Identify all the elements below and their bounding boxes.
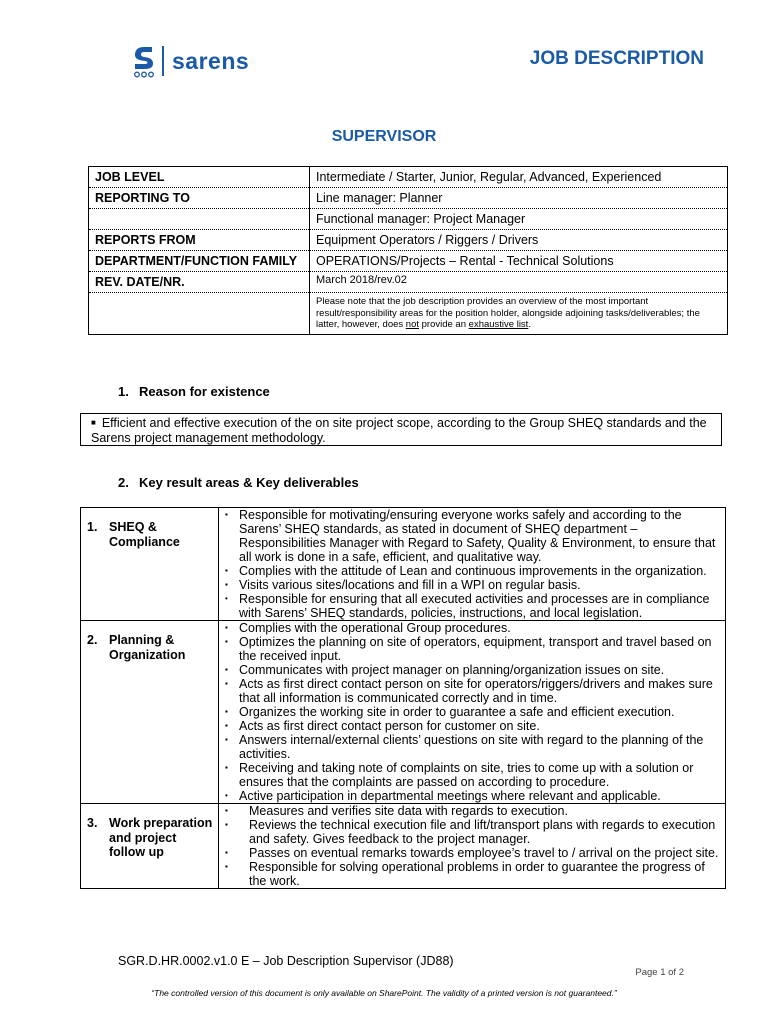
table-row (81, 621, 726, 804)
list-item (223, 719, 721, 733)
info-key: REPORTING TO (89, 188, 310, 209)
area-number: 3. (87, 816, 98, 830)
bullet-icon: ▪ (225, 679, 228, 688)
deliverable-text: Answers internal/external clients’ questions on site with regard to the planning of the activities. (239, 733, 704, 761)
info-key-empty (89, 293, 310, 335)
list-item (223, 508, 721, 564)
list-item (223, 804, 721, 818)
info-value: Line manager: Planner (310, 188, 728, 209)
bullet-icon: ▪ (225, 721, 228, 730)
deliverable-text: Organizes the working site in order to guarantee a safe and efficient execution. (239, 705, 675, 719)
note-text: . (528, 319, 531, 330)
deliverable-text: Measures and verifies site data with regards to execution. (249, 804, 568, 818)
bullet-icon: ▪ (225, 862, 228, 871)
area-name: Work preparation and project follow up (109, 816, 213, 859)
area-label (81, 804, 219, 889)
bullet-icon: ▪ (225, 580, 228, 589)
document-code: SGR.D.HR.0002.v1.0 E – Job Description Supervisor (JD88) (118, 954, 454, 968)
area-label (81, 621, 219, 804)
bullet-icon: ▪ (225, 707, 228, 716)
area-label (81, 508, 219, 621)
bullet-icon: ▪ (225, 806, 228, 815)
info-key (89, 209, 310, 230)
list-item (223, 789, 721, 803)
deliverable-text: Responsible for motivating/ensuring everyone works safely and according to the Sarens’ SHEQ standards, as stated in document of SHEQ department – Responsibilities Manager with Regard to Safety, Quality & Environment, to ensure that all work is done in a safe, efficient, and qualitative way. (239, 508, 716, 564)
deliverable-text: Reviews the technical execution file and lift/transport plans with regards to execution and safety. Gives feedback to the project manager. (249, 818, 716, 846)
logo-divider (162, 46, 164, 76)
info-key: REV. DATE/NR. (89, 272, 310, 293)
bullet-icon: ▪ (225, 637, 228, 646)
reason-text: Efficient and effective execution of the on site project scope, according to the Group SHEQ standards and the Sarens project management methodology. (91, 416, 707, 445)
info-key: DEPARTMENT/FUNCTION FAMILY (89, 251, 310, 272)
area-name: Planning & Organization (109, 633, 186, 662)
list-item (223, 705, 721, 719)
list-item (223, 846, 721, 860)
note-text: provide an (419, 319, 469, 330)
deliverable-text: Communicates with project manager on planning/organization issues on site. (239, 663, 665, 677)
list-item (223, 635, 721, 663)
table-row (89, 209, 728, 230)
area-deliverables (219, 621, 726, 804)
deliverable-text: Optimizes the planning on site of operators, equipment, transport and travel based on the received input. (239, 635, 712, 663)
deliverable-text: Active participation in departmental meetings where relevant and applicable. (239, 789, 661, 803)
list-item (223, 860, 721, 888)
info-key: REPORTS FROM (89, 230, 310, 251)
area-number: 2. (87, 633, 98, 647)
table-row (81, 804, 726, 889)
list-item (223, 818, 721, 846)
section-number: 1. (118, 384, 129, 399)
bullet-icon: ▪ (225, 665, 228, 674)
area-number: 1. (87, 520, 98, 534)
info-value: Equipment Operators / Riggers / Drivers (310, 230, 728, 251)
deliverable-text: Receiving and taking note of complaints on site, tries to come up with a solution or ensures that the complaints are passed on according to procedure. (239, 761, 694, 789)
table-row (89, 230, 728, 251)
bullet-icon: ▪ (225, 820, 228, 829)
table-row (89, 251, 728, 272)
job-info-table (88, 166, 728, 335)
page-number: Page 1 of 2 (635, 967, 684, 978)
info-value: OPERATIONS/Projects – Rental - Technical Solutions (310, 251, 728, 272)
key-result-areas-table (80, 507, 726, 889)
bullet-icon: ▪ (225, 763, 228, 772)
company-logo (132, 44, 249, 78)
logo-wordmark: sarens (172, 47, 250, 74)
reason-box (80, 413, 722, 446)
table-row (81, 508, 726, 621)
list-item (223, 733, 721, 761)
info-key: JOB LEVEL (89, 167, 310, 188)
bullet-icon: ▪ (225, 848, 228, 857)
list-item (223, 677, 721, 705)
section-title: Reason for existence (139, 384, 270, 399)
bullet-icon: ▪ (225, 566, 228, 575)
list-item (223, 564, 721, 578)
role-title: SUPERVISOR (331, 128, 437, 145)
section-number: 2. (118, 475, 129, 490)
note-emphasis: not (405, 319, 419, 330)
bullet-icon: ■ (91, 418, 96, 427)
deliverable-text: Responsible for ensuring that all executed activities and processes are in compliance with Sarens’ SHEQ standards, policies, instructions, and local legislation. (239, 592, 710, 620)
info-value: March 2018/rev.02 (310, 272, 728, 293)
deliverable-text: Responsible for solving operational problems in order to guarantee the progress of the work. (249, 860, 705, 888)
area-name: SHEQ & Compliance (109, 520, 180, 549)
deliverable-text: Passes on eventual remarks towards employee’s travel to / arrival on the project site. (249, 846, 719, 860)
section-title: Key result areas & Key deliverables (139, 475, 359, 490)
section-heading-kra (118, 475, 359, 490)
document-type-title: JOB DESCRIPTION (529, 48, 704, 69)
bullet-icon: ▪ (225, 623, 228, 632)
list-item (223, 663, 721, 677)
bullet-icon: • (225, 594, 228, 603)
bullet-icon: ▪ (225, 735, 228, 744)
sarens-logo-icon (132, 44, 156, 78)
info-value: Intermediate / Starter, Junior, Regular, Advanced, Experienced (316, 170, 662, 184)
note-text: Please note that the job description provides an overview of the most important result/responsibility areas for the position holder, alongside adjoining tasks/deliverables; the latter, however, does (316, 296, 700, 330)
table-row (89, 272, 728, 293)
table-row (89, 188, 728, 209)
deliverable-text: Complies with the attitude of Lean and continuous improvements in the organization. (239, 564, 707, 578)
area-deliverables (219, 508, 726, 621)
table-row (89, 293, 728, 335)
list-item (223, 621, 721, 635)
deliverable-text: Complies with the operational Group procedures. (239, 621, 511, 635)
footer-disclaimer: “The controlled version of this document is only available on SharePoint. The validity of a printed version is not guaranteed.” (151, 988, 617, 998)
deliverable-text: Acts as first direct contact person on site for operators/riggers/drivers and makes sure that all information is communicated correctly and in time. (239, 677, 713, 705)
list-item (223, 761, 721, 789)
deliverable-text: Visits various sites/locations and fill in a WPI on regular basis. (239, 578, 581, 592)
note-underlined-text: exhaustive list (468, 319, 529, 330)
table-row (89, 167, 728, 188)
bullet-icon: • (225, 791, 228, 800)
bullet-icon: ▪ (225, 510, 228, 519)
list-item (223, 592, 721, 620)
deliverable-text: Acts as first direct contact person for customer on site. (239, 719, 540, 733)
info-value: Functional manager: Project Manager (310, 209, 728, 230)
area-deliverables (219, 804, 726, 889)
disclaimer-note (310, 293, 728, 335)
section-heading-reason (118, 384, 270, 399)
list-item (223, 578, 721, 592)
